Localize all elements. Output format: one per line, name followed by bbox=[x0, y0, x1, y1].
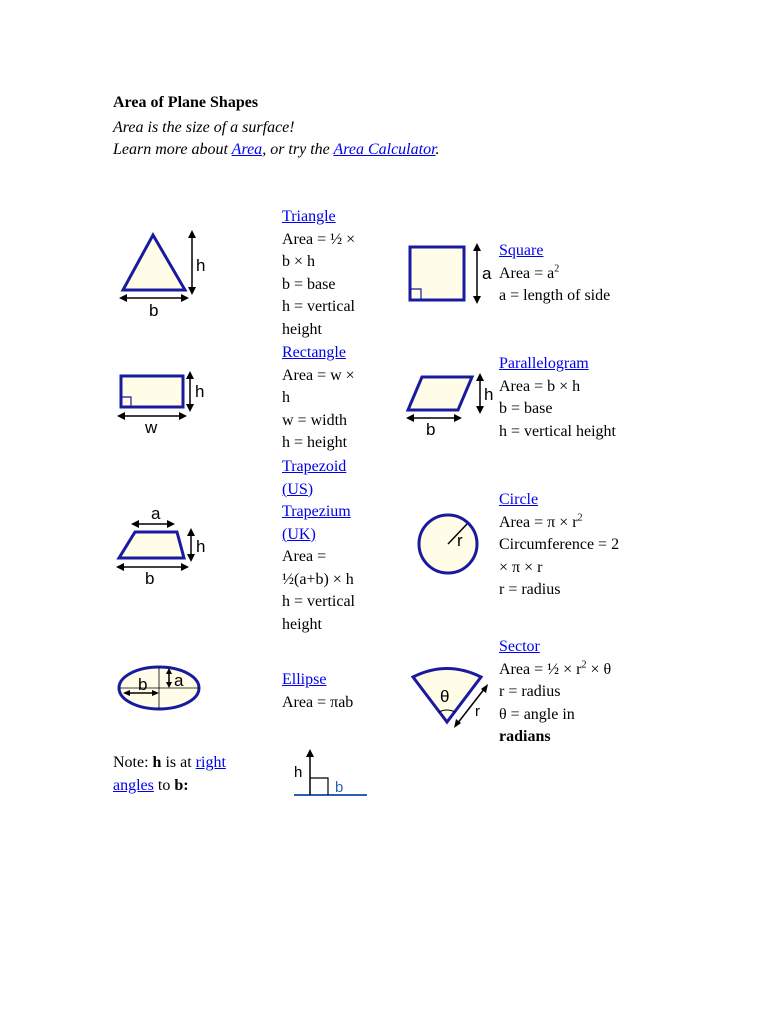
label-h: h bbox=[196, 537, 206, 556]
sector-area-suffix: × θ bbox=[586, 660, 612, 678]
rectangle-line: h bbox=[282, 389, 290, 406]
triangle-line: h = vertical bbox=[282, 298, 355, 315]
arrow-head-icon bbox=[181, 563, 189, 571]
square-area bbox=[499, 263, 610, 286]
trapezoid-line: ½(a+b) × h bbox=[282, 570, 354, 588]
triangle-shape bbox=[123, 235, 185, 290]
arrow-head-icon bbox=[119, 294, 127, 302]
sector-area bbox=[499, 659, 611, 682]
ellipse-line: Area = πab bbox=[282, 693, 354, 711]
learn-suffix: . bbox=[435, 141, 440, 158]
arrow-head-icon bbox=[188, 230, 196, 238]
ellipse-link[interactable]: Ellipse bbox=[282, 671, 327, 688]
trapezoid-line: Area = bbox=[282, 548, 327, 565]
triangle-line: b × h bbox=[282, 253, 316, 270]
area-link[interactable]: Area bbox=[231, 141, 263, 158]
label-b: b bbox=[426, 420, 436, 439]
sector-link[interactable]: Sector bbox=[499, 638, 540, 655]
triangle-line: b = base bbox=[282, 275, 336, 293]
page-title: Area of Plane Shapes bbox=[113, 94, 259, 111]
right-angle-figure bbox=[290, 745, 370, 800]
label-a: a bbox=[482, 264, 492, 283]
parallelogram-line: b = base bbox=[499, 400, 553, 417]
label-a: a bbox=[151, 504, 161, 523]
arrow-head-icon bbox=[188, 287, 196, 295]
sector-area-text: Area = ½ × r bbox=[499, 660, 582, 678]
triangle-info bbox=[282, 206, 355, 341]
arrow-head-icon bbox=[186, 371, 194, 379]
square-line: a = length of side bbox=[499, 287, 611, 304]
trapezoid-info bbox=[282, 456, 355, 636]
exponent: 2 bbox=[554, 263, 560, 275]
parallelogram-shape bbox=[408, 377, 472, 410]
arrow-head-icon bbox=[187, 554, 195, 562]
circle-figure bbox=[415, 510, 485, 580]
arrow-head-icon bbox=[476, 406, 484, 414]
learn-prefix: Learn more about bbox=[113, 141, 232, 158]
right-angles-link[interactable]: right bbox=[195, 754, 226, 771]
sector-line: r = radius bbox=[499, 683, 561, 700]
circle-area bbox=[499, 512, 619, 535]
arrow-head-icon bbox=[117, 412, 125, 420]
parallelogram-link[interactable]: Parallelogram bbox=[499, 355, 589, 372]
arrow-head-icon bbox=[476, 373, 484, 381]
trapezoid-link-us[interactable]: (US) bbox=[282, 480, 314, 498]
label-b: b bbox=[335, 779, 344, 796]
exponent: 2 bbox=[577, 512, 583, 524]
arrow-head-icon bbox=[116, 563, 124, 571]
rectangle-figure bbox=[115, 368, 225, 438]
area-calculator-link[interactable]: Area Calculator bbox=[333, 141, 436, 158]
ellipse-figure bbox=[116, 664, 206, 716]
label-h: h bbox=[196, 256, 206, 275]
square-area-text: Area = a bbox=[499, 264, 555, 282]
circle-line: Circumference = 2 bbox=[499, 536, 620, 553]
arrow-head-icon bbox=[179, 412, 187, 420]
circle-line: r = radius bbox=[499, 581, 561, 598]
label-a: a bbox=[174, 671, 184, 690]
rectangle-shape bbox=[121, 376, 183, 407]
label-r: r bbox=[457, 531, 463, 550]
label-h: h bbox=[484, 385, 494, 404]
square-shape bbox=[410, 247, 464, 300]
parallelogram-info bbox=[499, 353, 616, 443]
note-h: h bbox=[152, 754, 162, 771]
right-angles-link-2[interactable]: angles bbox=[113, 776, 154, 794]
label-b: b bbox=[149, 301, 159, 320]
learn-mid: , or try the bbox=[262, 141, 334, 158]
note-mid: is at bbox=[161, 754, 196, 771]
arrow-head-icon bbox=[131, 520, 139, 528]
right-angle-mark bbox=[310, 778, 328, 795]
arrow-head-icon bbox=[473, 296, 481, 304]
square-info bbox=[499, 240, 610, 308]
learn-more-line bbox=[113, 141, 440, 159]
circle-info bbox=[499, 489, 619, 602]
trapezoid-link[interactable]: Trapezoid bbox=[282, 458, 347, 475]
arrow-head-icon bbox=[454, 414, 462, 422]
square-link[interactable]: Square bbox=[499, 242, 544, 259]
trapezoid-line: height bbox=[282, 615, 322, 633]
triangle-line: Area = ½ × bbox=[282, 230, 356, 248]
label-h: h bbox=[294, 764, 303, 781]
parallelogram-line: h = vertical height bbox=[499, 422, 616, 440]
circle-line: × π × r bbox=[499, 558, 543, 576]
rectangle-link[interactable]: Rectangle bbox=[282, 344, 346, 361]
arrow-head-icon bbox=[406, 414, 414, 422]
note-text bbox=[113, 752, 226, 797]
note-prefix: Note: bbox=[113, 754, 153, 771]
triangle-line: height bbox=[282, 320, 322, 338]
note-to: to bbox=[153, 776, 175, 794]
sector-figure bbox=[405, 664, 495, 734]
label-b: b bbox=[145, 569, 155, 588]
ellipse-info bbox=[282, 669, 353, 714]
sector-bold-line: radians bbox=[499, 728, 551, 745]
arrow-head-icon bbox=[306, 749, 314, 757]
arrow-head-icon bbox=[186, 404, 194, 412]
page-subtitle: Area is the size of a surface! bbox=[113, 119, 295, 136]
arrow-head-icon bbox=[187, 528, 195, 536]
label-w: w bbox=[145, 418, 158, 437]
label-theta: θ bbox=[440, 687, 450, 706]
circle-area-text: Area = π × r bbox=[499, 513, 578, 531]
rectangle-line: h = height bbox=[282, 434, 348, 451]
label-h: h bbox=[195, 382, 205, 401]
note-b: b: bbox=[174, 776, 189, 794]
label-b: b bbox=[138, 675, 148, 694]
trapezium-link-uk[interactable]: (UK) bbox=[282, 525, 316, 543]
rectangle-info bbox=[282, 342, 355, 455]
square-figure bbox=[405, 240, 495, 310]
triangle-link[interactable]: Triangle bbox=[282, 208, 336, 225]
trapezoid-line: h = vertical bbox=[282, 593, 355, 610]
rectangle-line: w = width bbox=[282, 411, 348, 429]
sector-info bbox=[499, 636, 611, 749]
arrow-head-icon bbox=[473, 243, 481, 251]
arrow-head-icon bbox=[181, 294, 189, 302]
circle-link[interactable]: Circle bbox=[499, 491, 539, 508]
trapezoid-shape bbox=[119, 532, 184, 558]
trapezoid-figure bbox=[115, 502, 225, 592]
parallelogram-figure bbox=[402, 370, 502, 440]
sector-line: θ = angle in bbox=[499, 705, 575, 723]
trapezium-link[interactable]: Trapezium bbox=[282, 503, 351, 520]
arrow-head-icon bbox=[167, 520, 175, 528]
triangle-figure bbox=[115, 226, 215, 321]
parallelogram-line: Area = b × h bbox=[499, 377, 581, 395]
rectangle-line: Area = w × bbox=[282, 366, 355, 384]
exponent: 2 bbox=[581, 659, 587, 671]
label-r: r bbox=[475, 703, 480, 720]
